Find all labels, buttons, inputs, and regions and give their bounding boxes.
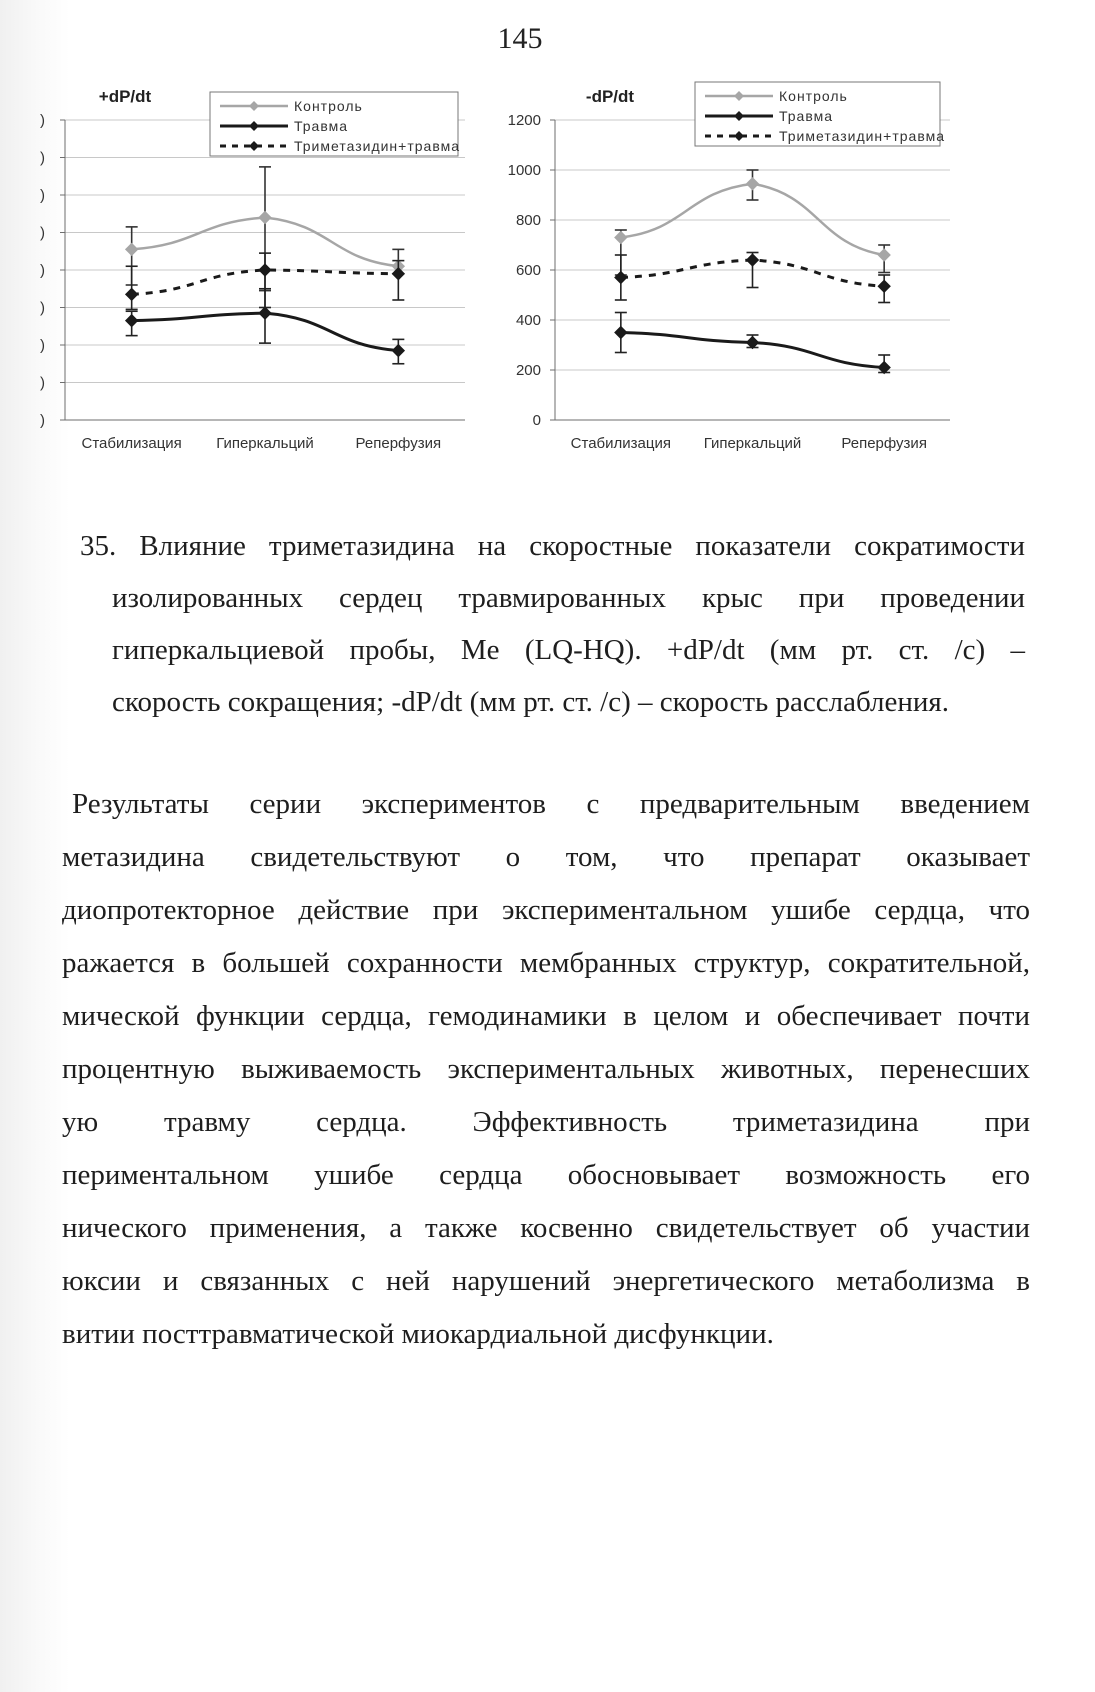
body-line: периментальном ушибе сердца обосновывает возможность его: [62, 1159, 1030, 1191]
y-tick-label: ): [40, 299, 45, 317]
y-tick-label: ): [40, 149, 45, 167]
data-point: [615, 272, 627, 284]
data-point: [878, 280, 890, 292]
data-point: [615, 232, 627, 244]
x-tick-label: Реперфузия: [841, 435, 927, 452]
x-tick-label: Стабилизация: [570, 435, 671, 452]
caption-line: гиперкальциевой пробы, Me (LQ-HQ). +dP/dt (мм рт. ст. /с) –: [112, 634, 1025, 666]
legend-label: Контроль: [779, 88, 848, 104]
data-point: [259, 212, 271, 224]
body-line: юксии и связанных с ней нарушений энергетического метаболизма в: [62, 1265, 1030, 1297]
data-point: [126, 243, 138, 255]
x-tick-label: Реперфузия: [355, 435, 442, 452]
body-line: Результаты серии экспериментов с предварительным введением: [72, 788, 1030, 820]
data-point: [392, 345, 404, 357]
y-tick-label: 1000: [507, 162, 541, 179]
chart-plus-dpdt-svg: [0, 80, 505, 510]
body-line: ражается в большей сохранности мембранных структур, сократительной,: [62, 947, 1030, 979]
y-tick-label: 200: [515, 362, 541, 379]
data-point: [747, 178, 759, 190]
y-tick-label: 800: [515, 212, 541, 229]
x-tick-label: Стабилизация: [81, 435, 182, 452]
caption-line: 35. Влияние триметазидина на скоростные показатели сократимости: [80, 530, 1025, 562]
y-tick-label: ): [40, 224, 45, 242]
data-point: [615, 327, 627, 339]
y-tick-label: ): [40, 337, 45, 354]
legend-label: Триметазидин+травма: [779, 128, 946, 144]
body-line: метазидина свидетельствуют о том, что препарат оказывает: [62, 841, 1030, 873]
y-tick-label: 400: [515, 312, 541, 329]
y-tick-label: ): [40, 112, 45, 129]
data-point: [259, 307, 271, 319]
figure-caption: [80, 520, 1025, 728]
body-line: витии посттравматической миокардиальной дисфункции.: [62, 1318, 774, 1350]
data-point: [747, 254, 759, 266]
body-line: процентную выживаемость экспериментальных животных, перенесших: [62, 1053, 1030, 1085]
chart-title: -dP/dt: [585, 87, 635, 106]
caption-line: изолированных сердец травмированных крыс при проведении: [112, 582, 1025, 614]
y-tick-label: ): [40, 374, 45, 392]
y-tick-label: ): [40, 187, 45, 204]
legend-label: Триметазидин+травма: [294, 138, 461, 154]
body-line: нического применения, а также косвенно свидетельствует об участии: [62, 1212, 1030, 1244]
legend: [210, 92, 460, 156]
chart-minus-dpdt-svg: [507, 80, 1040, 510]
body-paragraph: [62, 778, 1030, 1361]
y-tick-label: 600: [515, 262, 541, 279]
body-line: мической функции сердца, гемодинамики в целом и обеспечивает почти: [62, 1000, 1030, 1032]
data-point: [126, 288, 138, 300]
data-point: [126, 315, 138, 327]
data-point: [259, 264, 271, 276]
chart-plus-dpdt: [0, 80, 505, 510]
chart-minus-dpdt: [507, 80, 1040, 510]
y-tick-label: ): [40, 262, 45, 279]
body-line: диопротекторное действие при экспериментальном ушибе сердца, что: [62, 894, 1030, 926]
legend-label: Контроль: [294, 98, 363, 114]
body-line: ую травму сердца. Эффективность триметазидина при: [62, 1106, 1030, 1138]
caption-line: скорость сокращения; -dP/dt (мм рт. ст. /с) – скорость расслабления.: [112, 686, 949, 718]
y-tick-label: 0: [532, 412, 541, 429]
x-tick-label: Гиперкальций: [703, 435, 802, 452]
legend-label: Травма: [779, 108, 834, 124]
legend-label: Травма: [294, 118, 349, 134]
page-number: 145: [497, 22, 543, 55]
x-tick-label: Гиперкальций: [216, 435, 314, 452]
chart-title: +dP/dt: [98, 87, 152, 106]
data-point: [878, 249, 890, 261]
y-tick-label: 1200: [507, 112, 541, 129]
y-tick-label: ): [40, 412, 45, 429]
legend: [695, 82, 945, 146]
